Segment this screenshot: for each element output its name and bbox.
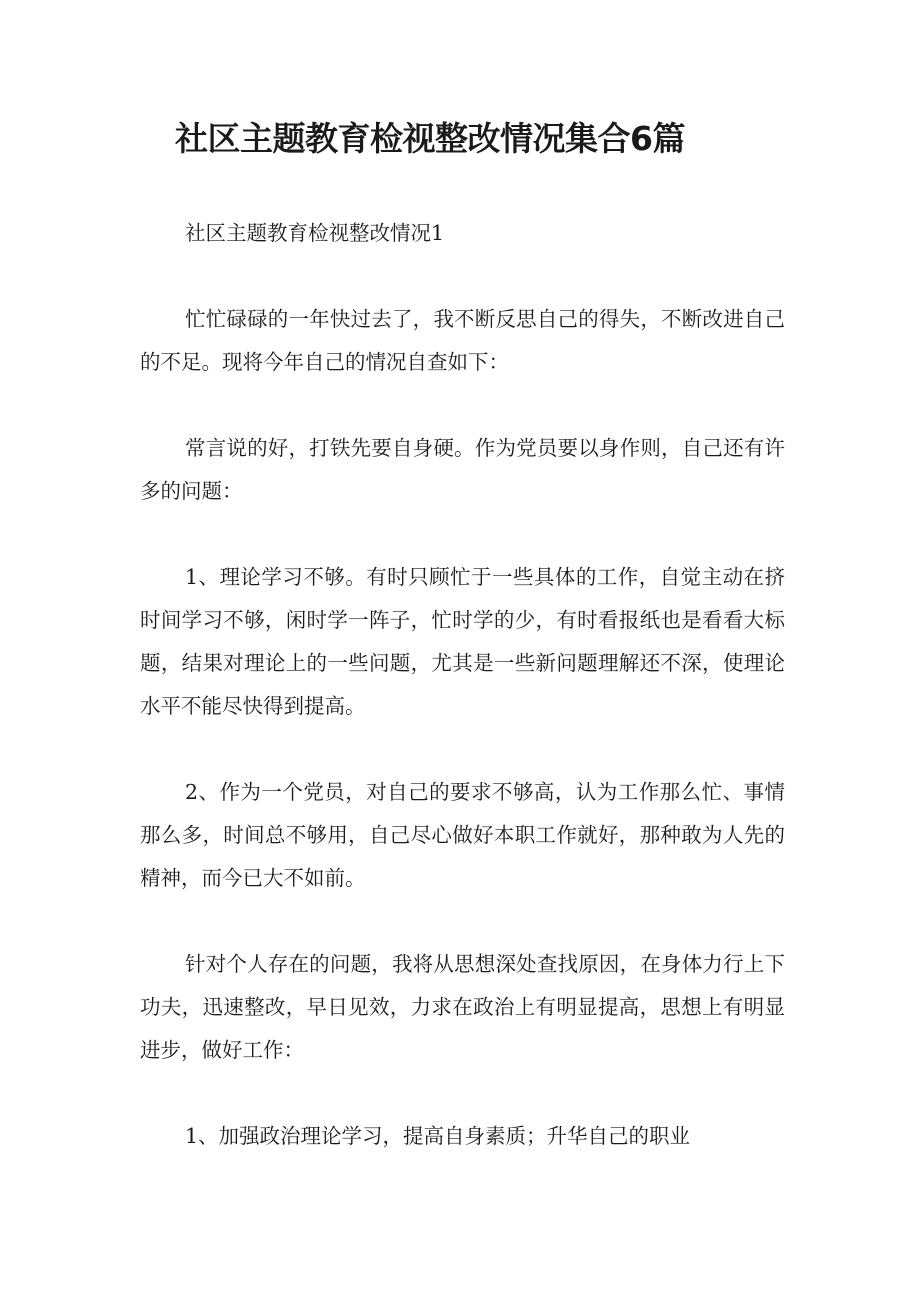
paragraph-measure-1: 1、加强政治理论学习，提高自身素质；升华自己的职业 (185, 1124, 691, 1148)
paragraph-problem-2: 2、作为一个党员，对自己的要求不够高，认为工作那么忙、事情那么多，时间总不够用，自己尽心做好本职工作就好，那种敢为人先的精神，而今已大不如前。 (140, 780, 785, 890)
paragraph-remediation-lead: 针对个人存在的问题，我将从思想深处查找原因，在身体力行上下功夫，迅速整改，早日见效，力求在政治上有明显提高，思想上有明显进步，做好工作： (140, 952, 785, 1062)
paragraph-problems-lead: 常言说的好，打铁先要自身硬。作为党员要以身作则，自己还有许多的问题： (140, 436, 785, 503)
document-body (140, 212, 785, 1201)
paragraph-problem-1: 1、理论学习不够。有时只顾忙于一些具体的工作，自觉主动在挤时间学习不够，闲时学一阵子，忙时学的少，有时看报纸也是看看大标题，结果对理论上的一些问题，尤其是一些新问题理解还不深，使理论水平不能尽快得到提高。 (140, 565, 785, 718)
document-title: 社区主题教育检视整改情况集合6篇 (175, 119, 685, 158)
paragraph-intro: 忙忙碌碌的一年快过去了，我不断反思自己的得失，不断改进自己的不足。现将今年自己的情况自查如下： (140, 307, 785, 374)
section-subtitle: 社区主题教育检视整改情况1 (185, 221, 445, 245)
